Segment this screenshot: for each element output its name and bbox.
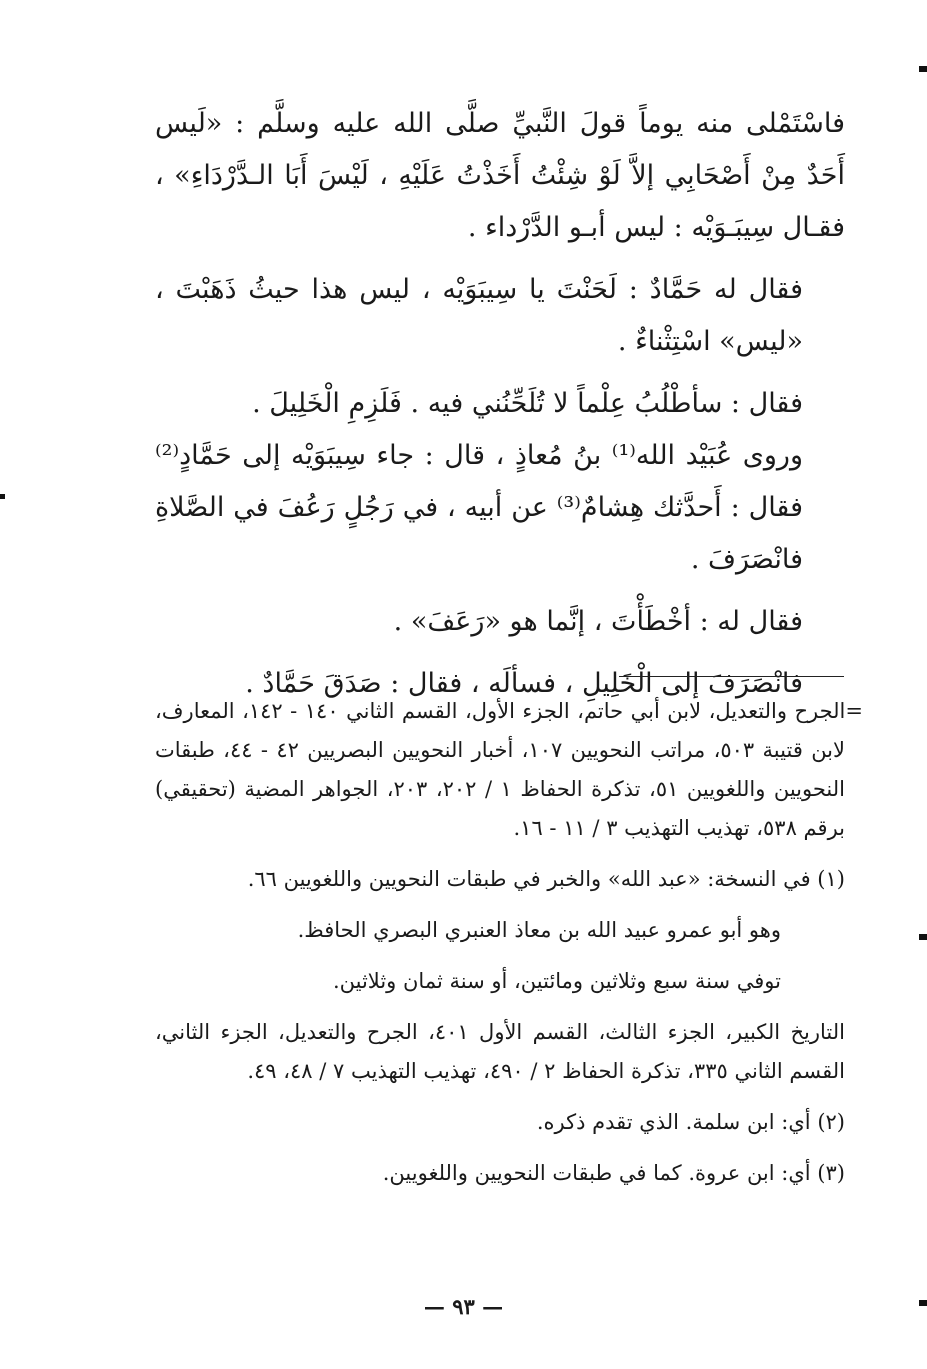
paragraph: فانْصَرَفَ إلى الْخَلِيلِ ، فسألَه ، فقال : صَدَقَ حَمَّادٌ .	[245, 668, 803, 699]
margin-mark	[919, 66, 927, 72]
paragraph: فاسْتَمْلى منه يوماً قولَ النَّبيِّ صلَّى الله عليه وسلَّم : «لَيس أَحَدٌ مِنْ أَصْحَابِي إلاَّ لَوْ شِئْتُ أَخَذْتُ عَلَيْهِ ، لَيْسَ أَبَا الـدَّرْدَاءِ» ، فقـال سِيبَـوَيْه : ليس أبـو الدَّرْداء .	[155, 108, 845, 243]
footnote-1-line: توفي سنة سبع وثلاثين ومائتين، أو سنة ثمان وثلاثين.	[332, 969, 781, 993]
paragraph: فقال له حَمَّادٌ : لَحَنْتَ يا سِيبَوَيْه ، ليس هذا حيثُ ذَهَبْتَ ، «ليس» اسْتِثْناءٌ .	[155, 274, 803, 357]
footnote-1-sources: التاريخ الكبير، الجزء الثالث، القسم الأول ٤٠١، الجرح والتعديل، الجزء الثاني، القسم الثاني ٣٣٥، تذكرة الحفاظ ٢ / ٤٩٠، تهذيب التهذيب ٧ / ٤٨، ٤٩.	[155, 1020, 845, 1083]
footnote-1: (١) في النسخة: «عبد الله» والخبر في طبقات النحويين واللغويين ٦٦.	[247, 867, 845, 891]
paragraph: فقال له : أخْطَأْتَ ، إنَّما هو «رَعَفَ» .	[393, 606, 803, 637]
continuation-marker: =	[845, 699, 863, 723]
paragraph: فقال : سأطْلُبُ عِلْماً لا تُلَحِّنُني فيه . فَلَزِمِ الْخَلِيلَ .	[252, 388, 803, 419]
margin-mark	[919, 934, 927, 940]
page-number: — ٩٣ —	[423, 1294, 504, 1319]
paragraph: وروى عُبَيْد الله⁽¹⁾ بنُ مُعاذٍ ، قال : جاء سِيبَوَيْه إلى حَمَّادٍ⁽²⁾ فقال : أَحدَّثك هِشامٌ⁽³⁾ عن أبيه ، في رَجُلٍ رَعُفَ في الصَّلاةِ فانْصَرَفَ .	[155, 440, 804, 575]
footnote-3: (٣) أي: ابن عروة. كما في طبقات النحويين واللغويين.	[382, 1161, 845, 1185]
footnote-continuation: =الجرح والتعديل، لابن أبي حاتم، الجزء الأول، القسم الثاني ١٤٠ - ١٤٢، المعارف، لابن قتيبة ٥٠٣، مراتب النحويين ١٠٧، أخبار النحويين البصريين ٤٢ - ٤٤، طبقات النحويين واللغويين ٥١، تذكرة الحفاظ ١ / ٢٠٢، ٢٠٣، الجواهر المضية (تحقيقي) برقم ٥٣٨، تهذيب التهذيب ٣ / ١١ - ١٦.	[155, 699, 863, 840]
footnotes	[155, 692, 863, 1193]
footnote-1-line: وهو أبو عمرو عبيد الله بن معاذ العنبري البصري الحافظ.	[297, 918, 781, 942]
footnote-separator	[619, 676, 844, 677]
footnote-2: (٢) أي: ابن سلمة. الذي تقدم ذكره.	[536, 1110, 845, 1134]
margin-mark	[0, 494, 5, 499]
main-text	[155, 98, 845, 710]
